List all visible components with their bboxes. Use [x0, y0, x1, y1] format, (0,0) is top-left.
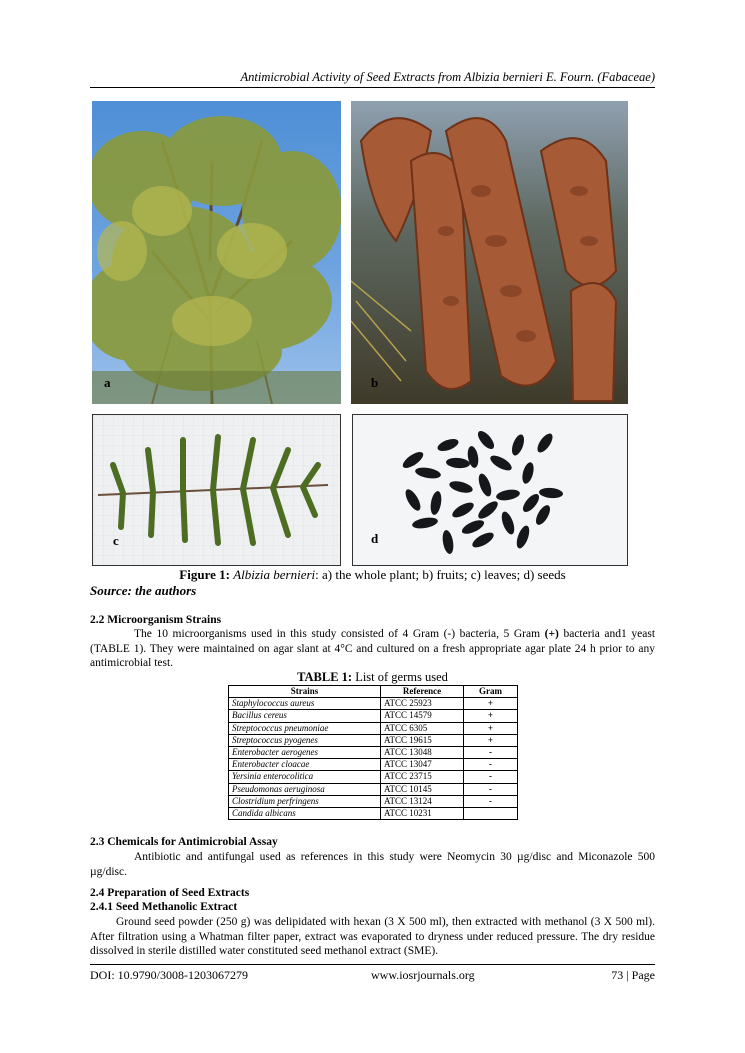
table-row	[229, 795, 518, 807]
gram-cell: +	[464, 722, 518, 734]
panel-label-d: d	[371, 531, 379, 546]
figure-caption	[90, 567, 655, 583]
figure-caption-text: : a) the whole plant; b) fruits; c) leaves; d) seeds	[315, 567, 566, 582]
reference-cell: ATCC 6305	[381, 722, 464, 734]
reference-cell: ATCC 10231	[381, 807, 464, 819]
gram-cell: +	[464, 698, 518, 710]
footer-site: www.iosrjournals.org	[371, 968, 475, 982]
gram-cell: -	[464, 783, 518, 795]
strain-cell: Enterobacter cloacae	[229, 759, 381, 771]
gram-cell: -	[464, 746, 518, 758]
section-heading-2-2: 2.2 Microorganism Strains	[90, 614, 222, 626]
figure-panel-d-seeds-photo	[352, 414, 628, 566]
tree-illustration	[92, 101, 341, 404]
table-row	[229, 807, 518, 819]
leaf-illustration	[93, 415, 340, 565]
strain-cell: Pseudomonas aeruginosa	[229, 783, 381, 795]
section-heading-2-3: 2.3 Chemicals for Antimicrobial Assay	[90, 836, 278, 848]
strain-cell: Bacillus cereus	[229, 710, 381, 722]
figure-panel-b-fruits-photo	[351, 101, 628, 404]
table-row	[229, 722, 518, 734]
figure-panel-a-plant-photo	[92, 101, 341, 404]
table-row	[229, 698, 518, 710]
reference-cell: ATCC 14579	[381, 710, 464, 722]
germs-table	[228, 685, 518, 820]
figure-source: Source: the authors	[90, 583, 197, 598]
table-header-row	[229, 686, 518, 698]
reference-cell: ATCC 19615	[381, 734, 464, 746]
header-rule	[90, 87, 655, 88]
table-row	[229, 771, 518, 783]
seeds-illustration	[353, 415, 627, 565]
panel-label-c: c	[113, 533, 119, 548]
section-2-4-1-paragraph: Ground seed powder (250 g) was delipidated with hexan (3 X 500 ml), then extracted with methanol (3 X 500 ml). After filtration using a Whatman filter paper, extract was evaporated to dryness under reduced pressure. The dry residue dissolved in sterile distilled water constituted seed methanol extract (SME).	[90, 916, 655, 957]
strain-cell: Streptococcus pyogenes	[229, 734, 381, 746]
section-2-2-text-bold: (+)	[544, 628, 559, 640]
table-row	[229, 746, 518, 758]
reference-cell: ATCC 25923	[381, 698, 464, 710]
table-row	[229, 783, 518, 795]
section-subheading-2-4-1: 2.4.1 Seed Methanolic Extract	[90, 901, 238, 913]
figure-caption-species: Albizia bernieri	[233, 567, 316, 582]
section-2-3-paragraph: Antibiotic and antifungal used as references in this study were Neomycin 30 µg/disc and Miconazole 500 µg/disc.	[90, 851, 655, 878]
strain-cell: Clostridium perfringens	[229, 795, 381, 807]
table-label: TABLE 1:	[297, 670, 353, 684]
table-header-strains: Strains	[229, 686, 381, 698]
footer-rule	[90, 964, 655, 965]
gram-cell	[464, 807, 518, 819]
reference-cell: ATCC 10145	[381, 783, 464, 795]
table-row	[229, 759, 518, 771]
table-row	[229, 734, 518, 746]
strain-cell: Candida albicans	[229, 807, 381, 819]
reference-cell: ATCC 13048	[381, 746, 464, 758]
reference-cell: ATCC 13047	[381, 759, 464, 771]
strain-cell: Streptococcus pneumoniae	[229, 722, 381, 734]
pods-illustration	[351, 101, 628, 404]
strain-cell: Enterobacter aerogenes	[229, 746, 381, 758]
section-2-2-text-after: bacteria and1 yeast (TABLE 1). They were maintained on agar slant at 4°C and cultured on a fresh appropriate agar plate 24 h prior to any antimicrobial test.	[90, 628, 656, 669]
table-title-text: List of germs used	[352, 670, 448, 684]
gram-cell: -	[464, 771, 518, 783]
gram-cell: -	[464, 759, 518, 771]
gram-cell: -	[464, 795, 518, 807]
panel-label-a: a	[104, 375, 111, 390]
strain-cell: Staphylococcus aureus	[229, 698, 381, 710]
figure-panel-c-leaves-photo	[92, 414, 341, 566]
figure-caption-label: Figure 1:	[179, 567, 230, 582]
table-header-gram: Gram	[464, 686, 518, 698]
section-2-2-paragraph	[90, 627, 655, 671]
gram-cell: +	[464, 734, 518, 746]
footer-doi: DOI: 10.9790/3008-1203067279	[90, 968, 248, 982]
section-heading-2-4: 2.4 Preparation of Seed Extracts	[90, 887, 250, 899]
running-title: Antimicrobial Activity of Seed Extracts from Albizia bernieri E. Fourn. (Fabaceae)	[240, 70, 655, 84]
table-row	[229, 710, 518, 722]
panel-label-b: b	[371, 375, 379, 390]
reference-cell: ATCC 23715	[381, 771, 464, 783]
table-title	[90, 670, 655, 685]
table-header-reference: Reference	[381, 686, 464, 698]
gram-cell: +	[464, 710, 518, 722]
reference-cell: ATCC 13124	[381, 795, 464, 807]
footer-page-number: 73 | Page	[611, 968, 655, 982]
strain-cell: Yersinia enterocolitica	[229, 771, 381, 783]
section-2-2-text-before: The 10 microorganisms used in this study consisted of 4 Gram (-) bacteria, 5 Gram	[134, 628, 545, 640]
